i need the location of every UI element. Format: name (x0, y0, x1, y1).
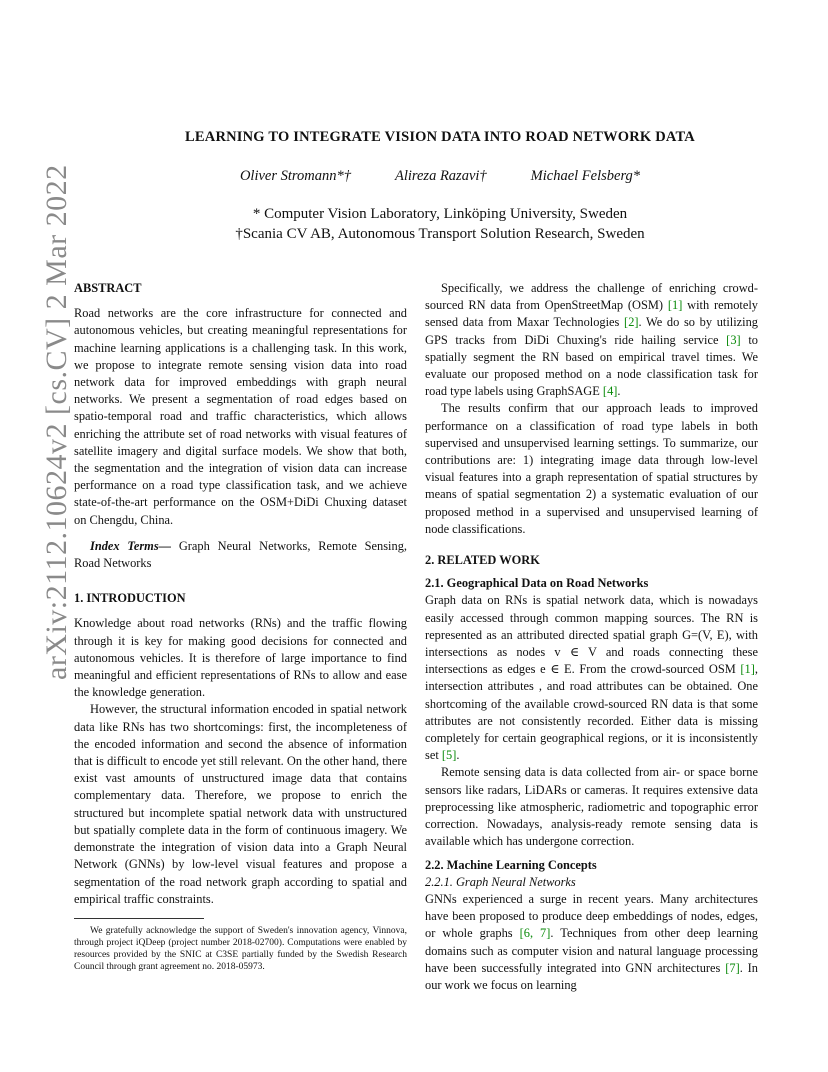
paper-title: LEARNING TO INTEGRATE VISION DATA INTO ROAD NETWORK DATA (185, 129, 695, 145)
author-list (100, 168, 780, 185)
arxiv-identifier: arXiv:2112.10624v2 [cs.CV] 2 Mar 2022 (40, 164, 73, 680)
citation-link[interactable]: [ 6, 7 ] (520, 926, 551, 940)
author-2: Alireza Razavi† (394, 168, 487, 184)
index-terms-label: Index Terms— (90, 538, 172, 553)
citation-link[interactable]: [ 5 ] (442, 748, 456, 762)
index-terms (74, 538, 407, 572)
affiliation-1: * Computer Vision Laboratory, Linköping University, Sweden (252, 206, 628, 222)
text-run: . Techniques from other deep learning domains such as computer vision and natural language processing have been successfully integrated into GNN architectures (425, 926, 759, 975)
author-3: Michael Felsberg* (530, 168, 641, 184)
right-column (425, 280, 758, 994)
subsubsection-heading-gnn: 2.2.1. Graph Neural Networks (425, 874, 576, 889)
citation-link[interactable]: [ 4 ] (603, 384, 617, 398)
abstract-text: Road networks are the core infrastructure for connected and autonomous vehicles, but creating meaningful representations for machine learning applications is a challenging task. In this work, we propose to integrate remote sensing vision data into road network data for improved embeddings with graph neural networks. We present a segmentation of road edges based on spatio-temporal road and traffic characteristics, which allows enriching the attribute set of road networks with visual features of satellite imagery and digital surface models. We show that both, the segmentation and the integration of vision data can increase performance on a road type classification task, and we achieve state-of-the-art performance on the OSM+DiDi Chuxing dataset on Chengdu, China. (74, 306, 407, 527)
text-run: , intersection attributes , and road attributes can be obtained. One shortcoming of the available crowd-sourced RN data is that some attributes are not consistently recorded. Either data is missing completely for certain geographical regions, or it is inconsistently set (425, 662, 758, 763)
abstract-heading: ABSTRACT (74, 281, 142, 295)
text-run: with remotely sensed data from Maxar Technologies (425, 298, 758, 330)
text-run: . (456, 748, 460, 763)
citation-link[interactable]: [ 2 ] (624, 315, 638, 329)
related-work-heading: 2. RELATED WORK (425, 553, 540, 568)
text-run: . In our work we focus on learning (425, 960, 758, 992)
citation-link[interactable]: [ 7 ] (725, 961, 739, 975)
citation-link[interactable]: [ 3 ] (726, 333, 740, 347)
text-run: . (617, 384, 621, 399)
contrib-paragraph-1 (425, 280, 758, 400)
index-terms-text: Graph Neural Networks, Remote Sensing, Road Networks (74, 538, 407, 571)
citation-link[interactable]: [ 1 ] (740, 662, 754, 676)
intro-paragraph-2: However, the structural information encoded in spatial network data like RNs has two shortcomings: first, the incompleteness of the encoded information and second the absence of information that is difficult to encode yet still relevant. On the other hand, there exist vast amounts of unstructured image data that contains complementary data. Therefore, we propose to enrich the structured but incomplete spatial network data with unstructured but spatially complete data in the form of continuous imagery. We demonstrate the integration of vision data into a Graph Neural Network (GNNs) by low-level visual features and propose a segmentation of the road network graph according to spatial and empirical traffic constraints. (74, 702, 407, 906)
geo-paragraph-1 (425, 592, 758, 764)
citation-link[interactable]: [ 1 ] (668, 298, 682, 312)
text-run: to spatially segment the RN based on empirical travel times. We evaluate our proposed method on a node classification task for road type labels using GraphSAGE (425, 332, 758, 399)
text-run: GNNs experienced a surge in recent years. Many architectures have been proposed to produce deep embeddings of nodes, edges, or whole graphs (425, 891, 758, 941)
introduction-heading: 1. INTRODUCTION (74, 591, 186, 606)
geo-paragraph-2: Remote sensing data is data collected from air- or space borne sensors like radars, LiDARs or cameras. It requires extensive data preprocessing like atmospheric, radiometric and topographic error correction. Nowadays, analysis-ready remote sensing data is available which has undergone correction. (425, 765, 758, 849)
footnote-rule (74, 918, 204, 919)
gnn-paragraph (425, 891, 758, 994)
author-1: Oliver Stromann*† (239, 168, 351, 184)
subsection-heading-geo: 2.1. Geographical Data on Road Networks (425, 576, 649, 591)
footnote: We gratefully acknowledge the support of Sweden's innovation agency, Vinnova, through project iQDeep (project number 2018-02700). Computations were enabled by resources provided by the SNIC at C3SE partially funded by the Swedish Research Council through grant agreement no. 2018-05973. (74, 925, 407, 972)
text-run: Graph data on RNs is spatial network data, which is nowadays easily accessed through common mapping sources. The RN is represented as an attributed directed spatial graph G=(V, E), with intersections as nodes v ∈ V and roads connecting these intersections as edges e ∈ E. From the crowd-sourced OSM (425, 593, 758, 677)
subsection-heading-ml: 2.2. Machine Learning Concepts (425, 857, 597, 872)
affiliation-2: †Scania CV AB, Autonomous Transport Solution Research, Sweden (235, 226, 645, 242)
text-run: Specifically, we address the challenge of enriching crowd-sourced RN data from OpenStreetMap (OSM) (425, 281, 758, 313)
left-column (74, 280, 407, 973)
intro-paragraph-1: Knowledge about road networks (RNs) and the traffic flowing through it is key for making good decisions for connected and autonomous vehicles. It is therefore of large importance to find meaningful and efficient representations of RNs to allow and ease the knowledge generation. (74, 616, 407, 700)
contrib-paragraph-2: The results confirm that our approach leads to improved performance on a classification of road type labels in both supervised and unsupervised learning settings. To summarize, our contributions are: 1) integrating image data through low-level visual features into a graph representation of spatial structures by means of spatial segmentation 2) a systematic evaluation of our proposed method in a supervised and unsupervised learning of node classifications. (425, 401, 758, 536)
text-run: . We do so by utilizing GPS tracks from DiDi Chuxing's ride hailing service (425, 315, 758, 347)
